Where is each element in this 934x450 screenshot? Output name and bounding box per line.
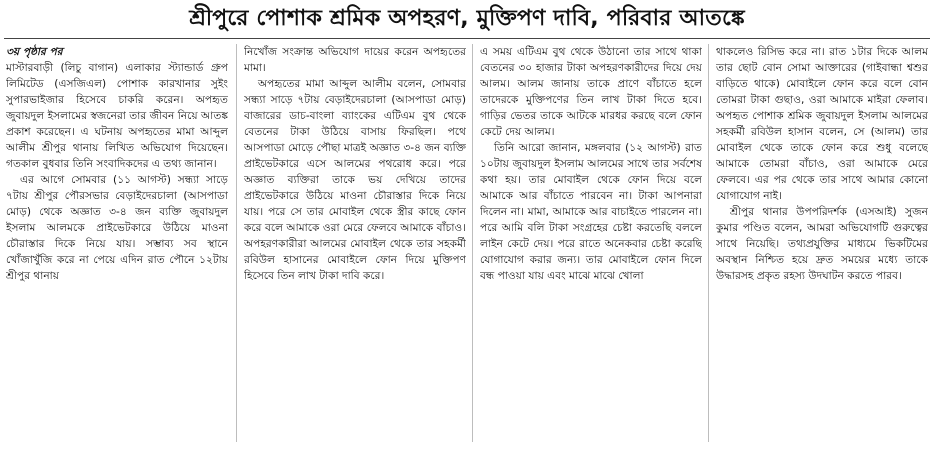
headline: শ্রীপুরে পোশাক শ্রমিক অপহরণ, মুক্তিপণ দাবি, পরিবার আতঙ্কে xyxy=(189,6,745,31)
paragraph: অপহৃতের মামা আব্দুল আলীম বলেন, সোমবার সন্ধ্যা সাড়ে ৭টায় বেড়াইদেরচালা (আসপাডা মোড়) বাজারের ডাচ-বাংলা ব্যাংকের এটিএম বুথ থেকে বেতনের টাকা উঠিয়ে বাসায় ফিরছিল। পথে আসপাডা মোড়ে পৌছা মাত্রই অজ্ঞাত ৩-৪ জন ব্যক্তি প্রাইভেটকারে এসে আলমের পথরোধ করে। পরে অজ্ঞাত ব্যক্তিরা তাকে ভয় দেখিয়ে তাদের প্রাইভেটকারে উঠিয়ে মাওনা চৌরাস্তার দিকে নিয়ে যায়। পরে সে তার মোবাইল থেকে স্ত্রীর কাছে ফোন করে বলে আমাকে ওরা মেরে ফেলবে আমাকে বাঁচাও। অপহরণকারীরা আলমের মোবাইল থেকে তার সহকর্মী রবিউল হাসানের মোবাইলে ফোন দিয়ে মুক্তিপণ হিসেবে তিন লাখ টাকা দাবি করে। xyxy=(244,78,466,282)
paragraph: এর আগে সোমবার (১১ আগস্ট) সন্ধ্যা সাড়ে ৭টায় শ্রীপুর পৌরসভার বেড়াইদেরচালা (আসপাডা মোড়) থেকে অজ্ঞাত ৩-৪ জন ব্যক্তি জুবায়দুল ইসলাম আলমকে প্রাইভেটকারে উঠিয়ে মাওনা চৌরাস্তার দিকে নিয়ে যায়। সম্ভাব্য সব স্থানে খোঁজাখুঁজি করে না পেয়ে এদিন রাত পৌনে ১২টায় শ্রীপুর থানায় xyxy=(6,174,228,282)
paragraph: থাকলেও রিসিভ করে না। রাত ১টার দিকে আলম তার ছোট বোন সোমা আক্তারের (গাইবান্ধা শ্বশুর বাড়িতে থাকে) মোবাইলে ফোন করে বলে বোন তোমরা টাকা গুছাও, ওরা আমাকে মাইরা ফেলাব। অপহৃত পোশাক শ্রমিক জুবায়দুল ইসলাম আলমের সহকর্মী রবিউল হাসান বলেন, সে (আলম) তার মোবাইল থেকে তাকে ফোন করে শুধু বলেছে আমাকে তোমরা বাঁচাও, ওরা আমাকে মেরে ফেলবে। এর পর থেকে তার সাথে আমার কোনো যোগাযোগ নাই। xyxy=(716,46,928,202)
continuation-note: ৩য় পৃষ্ঠার পর xyxy=(6,46,63,58)
column-2 xyxy=(244,44,466,442)
column-divider xyxy=(708,44,709,442)
paragraph: মাস্টারবাড়ী (লিচু বাগান) এলাকার স্ট্যান্ডার্ড গ্রুপ লিমিটেড (এসজিএল) পোশাক কারখানার সুইং সুপারভাইজার হিসেবে চাকরি করেন। অপহৃত জুবায়দুল ইসলামের স্বজনেরা তার জীবন নিয়ে আতঙ্ক প্রকাশ করেছেন। এ ঘটনায় অপহৃতের মামা আব্দুল আলীম শ্রীপুর থানায় লিখিত অভিযোগ দিয়েছেন। গতকাল বুধবার তিনি সংবাদিকদের এ তথ্য জানান। xyxy=(6,62,228,170)
paragraph: শ্রীপুর থানার উপপরিদর্শক (এসআই) সুজন কুমার পণ্ডিত বলেন, আমরা অভিযোগটি গুরুত্বের সাথে নিয়েছি। তথ্যপ্রযুক্তির মাধ্যমে ভিকটিমের অবস্থান নিশ্চিত হয়ে দ্রুত সময়ের মধ্যে তাকে উদ্ধারসহ প্রকৃত রহস্য উদঘাটন করতে পারব। xyxy=(716,206,928,282)
column-divider xyxy=(472,44,473,442)
column-1 xyxy=(6,44,228,442)
column-4 xyxy=(716,44,928,442)
paragraph: এ সময় এটিএম বুথ থেকে উঠানো তার সাথে থাকা বেতনের ৩০ হাজার টাকা অপহরণকারীদের দিয়ে দেয় আলম। আলম জানায় তাকে প্রাণে বাঁচাতে হলে তাদেরকে মুক্তিপণের তিন লাখ টাকা দিতে হবে। গাড়ির ভেতর তাকে আটকে মারধর করছে বলে ফোন কেটে দেয় আলম। xyxy=(480,46,702,138)
column-3 xyxy=(480,44,702,442)
headline-rule xyxy=(4,38,930,39)
column-divider xyxy=(236,44,237,442)
paragraph: নিখোঁজ সংক্রান্ত অভিযোগ দায়ের করেন অপহৃতের মামা। xyxy=(244,46,466,74)
paragraph: তিনি আরো জানান, মঙ্গলবার (১২ আগস্ট) রাত ১০টায় জুবায়দুল ইসলাম আলমের সাথে তার সর্বশেষ কথা হয়। তার মোবাইল থেকে ফোন দিয়ে বলে আমাকে আর বাঁচাতে পারবেন না। টাকা আপনারা দিলেন না। মামা, আমাকে আর বাচাইতে পারলেন না। পরে আমি বলি টাকা সংগ্রহের চেষ্টা করতেছি বললে লাইন কেটে দেয়। পরে রাতে অনেকবার চেষ্টা করেছি যোগাযোগ করার জন্য। তার মোবাইলে ফোন দিলে বন্ধ পাওয়া যায় এবং মাঝে মাঝে খোলা xyxy=(480,142,702,282)
